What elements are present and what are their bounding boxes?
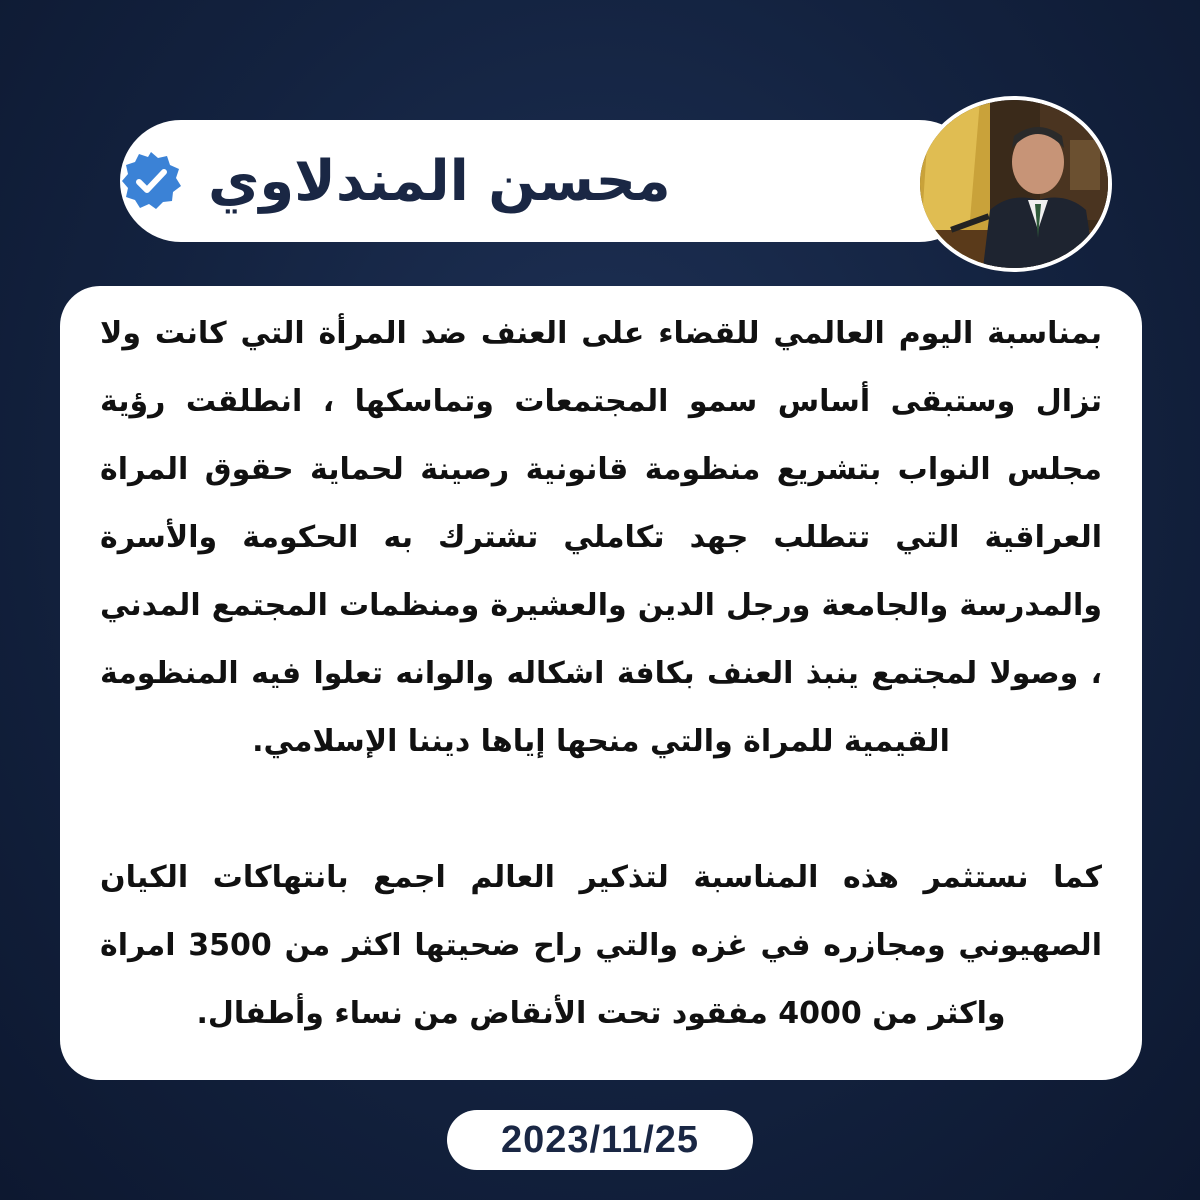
author-name: محسن المندلاوي <box>208 148 671 214</box>
verified-badge-icon <box>120 150 182 212</box>
post-date: 2023/11/25 <box>500 1118 700 1161</box>
profile-photo <box>916 96 1112 272</box>
post-paragraph-2: كما نستثمر هذه المناسبة لتذكير العالم اجمع بانتهاكات الكيان الصهيوني ومجازره في غزه والتي راح ضحيتها اكثر من 3500 امراة واكثر من 4000 مفقود تحت الأنقاض من نساء وأطفال. <box>100 860 1102 1031</box>
post-paragraph-1: بمناسبة اليوم العالمي للقضاء على العنف ضد المرأة التي كانت ولا تزال وستبقى أساس سمو المجتمعات وتماسكها ، انطلقت رؤية مجلس النواب بتشريع منظومة قانونية رصينة لحماية حقوق المراة العراقية التي تتطلب جهد تكاملي تشترك به الحكومة والأسرة والمدرسة والجامعة ورجل الدين والعشيرة ومنظمات المجتمع المدني ، وصولا لمجتمع ينبذ العنف بكافة اشكاله والوانه تعلوا فيه المنظومة القيمية للمراة والتي منحها إياها ديننا الإسلامي. <box>100 316 1102 759</box>
name-banner <box>120 120 980 242</box>
post-card <box>60 286 1142 1080</box>
date-badge <box>447 1110 753 1170</box>
